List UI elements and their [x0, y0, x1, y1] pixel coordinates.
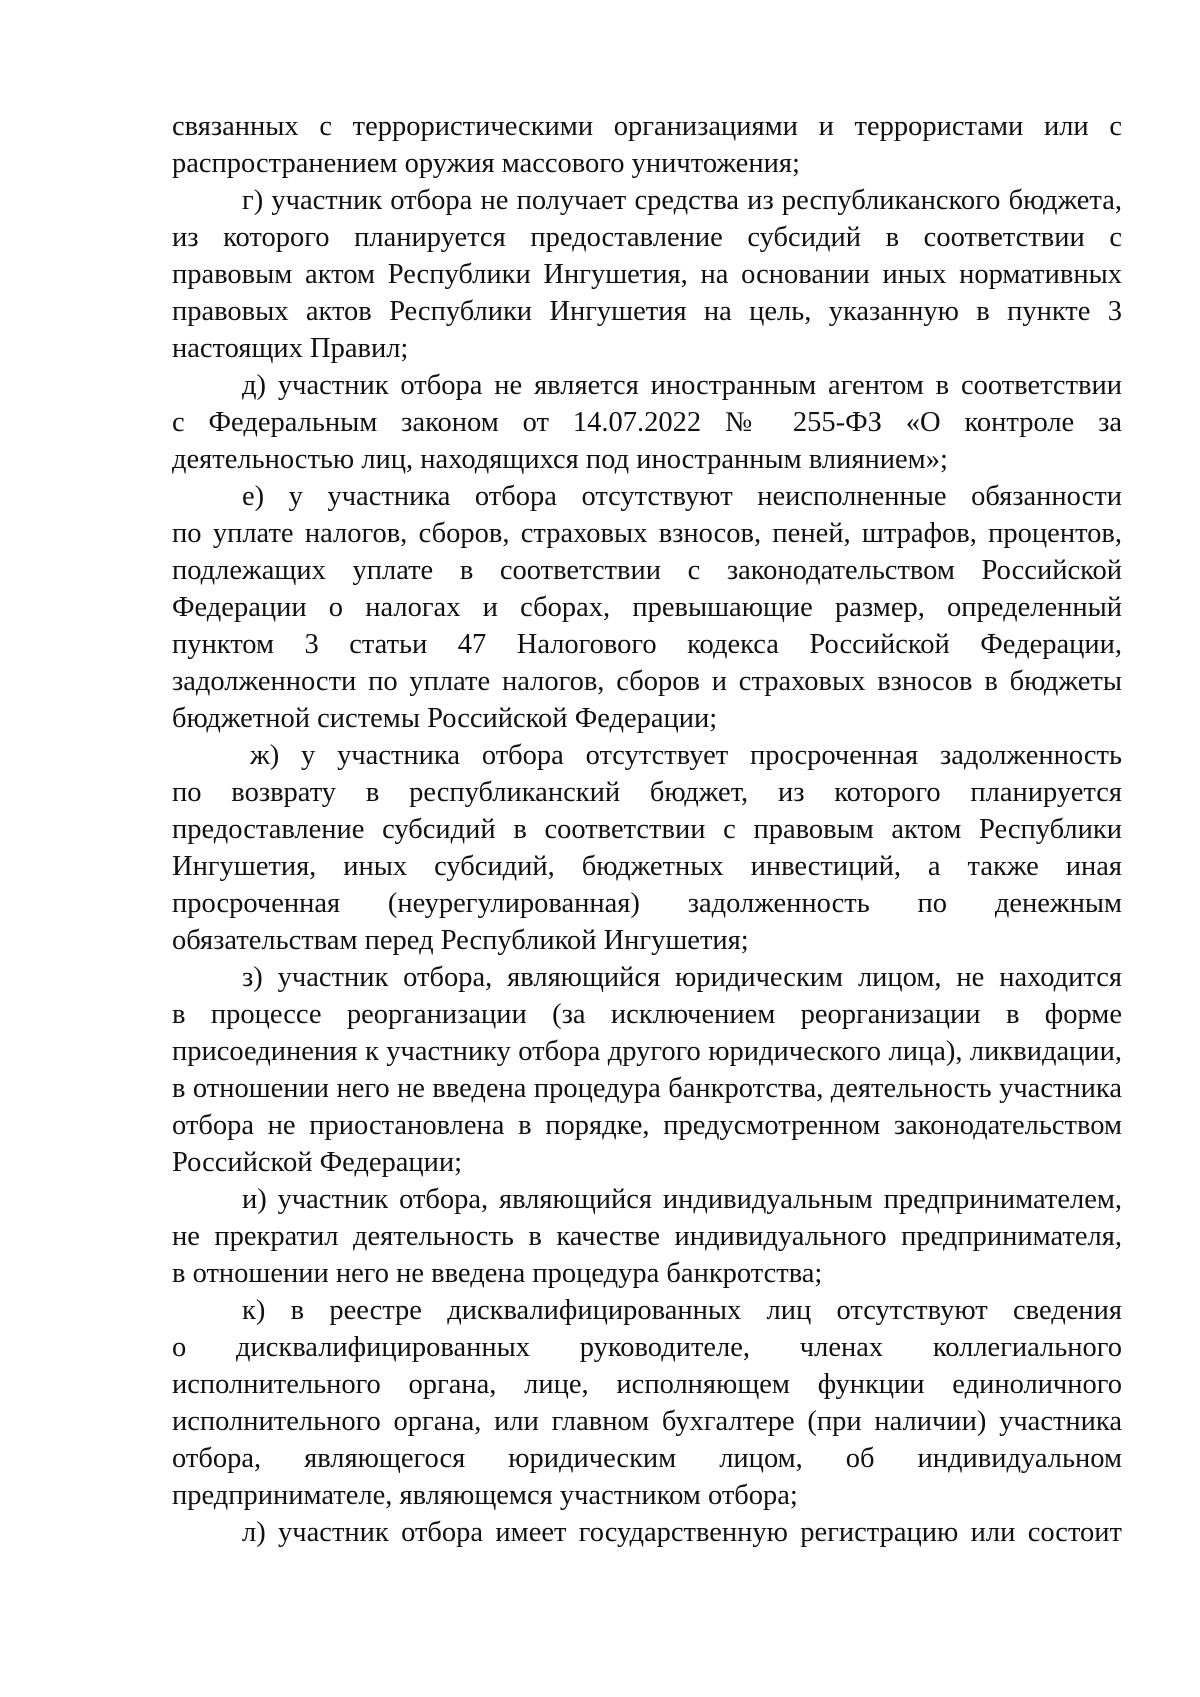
- text-line: д) участник отбора не является иностранным агентом в соответствии: [242, 370, 1122, 401]
- text-line: в отношении него не введена процедура банкротства;: [172, 1258, 823, 1289]
- text-line: бюджетной системы Российской Федерации;: [172, 703, 718, 734]
- text-line: задолженности по уплате налогов, сборов и страховых взносов в бюджеты: [172, 666, 1122, 697]
- text-line: г) участник отбора не получает средства из республиканского бюджета,: [242, 185, 1122, 216]
- text-line: л) участник отбора имеет государственную регистрацию или состоит: [242, 1517, 1122, 1548]
- paragraph-continuation: [172, 108, 1122, 182]
- paragraph-item-zh: [172, 737, 1122, 959]
- text-line: Российской Федерации;: [172, 1147, 463, 1178]
- text-line: отбора не приостановлена в порядке, предусмотренном законодательством: [172, 1110, 1122, 1141]
- text-line: е) у участника отбора отсутствуют неисполненные обязанности: [242, 481, 1122, 512]
- text-line: пунктом 3 статьи 47 Налогового кодекса Российской Федерации,: [172, 629, 1122, 660]
- text-line: в процессе реорганизации (за исключением реорганизации в форме: [172, 999, 1122, 1030]
- text-line: исполнительного органа, или главном бухгалтере (при наличии) участника: [172, 1406, 1122, 1437]
- text-line: з) участник отбора, являющийся юридическим лицом, не находится: [242, 962, 1122, 993]
- text-line: распространением оружия массового уничтожения;: [172, 148, 800, 179]
- text-line: предоставление субсидий в соответствии с правовым актом Республики: [172, 814, 1122, 845]
- paragraph-item-l: [172, 1514, 1122, 1551]
- text-line: о дисквалифицированных руководителе, членах коллегиального: [172, 1332, 1122, 1363]
- paragraph-item-i: [172, 1181, 1122, 1292]
- text-line: ж) у участника отбора отсутствует просроченная задолженность: [250, 740, 1122, 771]
- paragraph-item-k: [172, 1292, 1122, 1514]
- text-line: с Федеральным законом от 14.07.2022 № 255-ФЗ «О контроле за: [172, 407, 1122, 438]
- text-line: деятельностью лиц, находящихся под иностранным влиянием»;: [172, 444, 948, 475]
- text-line: подлежащих уплате в соответствии с законодательством Российской: [172, 555, 1122, 586]
- paragraph-item-d: [172, 367, 1122, 478]
- text-line: и) участник отбора, являющийся индивидуальным предпринимателем,: [242, 1184, 1122, 1215]
- text-line: Ингушетия, иных субсидий, бюджетных инвестиций, а также иная: [172, 851, 1122, 882]
- paragraph-item-z: [172, 959, 1122, 1181]
- text-line: присоединения к участнику отбора другого юридического лица), ликвидации,: [172, 1036, 1122, 1067]
- text-line: правовых актов Республики Ингушетия на цель, указанную в пункте 3: [172, 296, 1122, 327]
- document-page: [172, 108, 1122, 1551]
- text-line: предпринимателе, являющемся участником отбора;: [172, 1480, 798, 1511]
- text-line: к) в реестре дисквалифицированных лиц отсутствуют сведения: [242, 1295, 1122, 1326]
- text-line: не прекратил деятельность в качестве индивидуального предпринимателя,: [172, 1221, 1122, 1252]
- text-line: по возврату в республиканский бюджет, из которого планируется: [172, 777, 1122, 808]
- text-line: из которого планируется предоставление субсидий в соответствии с: [172, 222, 1122, 253]
- text-line: по уплате налогов, сборов, страховых взносов, пеней, штрафов, процентов,: [172, 518, 1122, 549]
- paragraph-item-e: [172, 478, 1122, 737]
- text-line: в отношении него не введена процедура банкротства, деятельность участника: [172, 1073, 1122, 1104]
- text-line: правовым актом Республики Ингушетия, на основании иных нормативных: [172, 259, 1122, 290]
- text-line: настоящих Правил;: [172, 333, 409, 364]
- text-line: отбора, являющегося юридическим лицом, об индивидуальном: [172, 1443, 1122, 1474]
- text-line: Федерации о налогах и сборах, превышающие размер, определенный: [172, 592, 1122, 623]
- text-line: исполнительного органа, лице, исполняющем функции единоличного: [172, 1369, 1122, 1400]
- text-line: обязательствам перед Республикой Ингушетия;: [172, 925, 749, 956]
- text-line: связанных с террористическими организациями и террористами или с: [172, 111, 1122, 142]
- text-line: просроченная (неурегулированная) задолженность по денежным: [172, 888, 1122, 919]
- paragraph-item-g: [172, 182, 1122, 367]
